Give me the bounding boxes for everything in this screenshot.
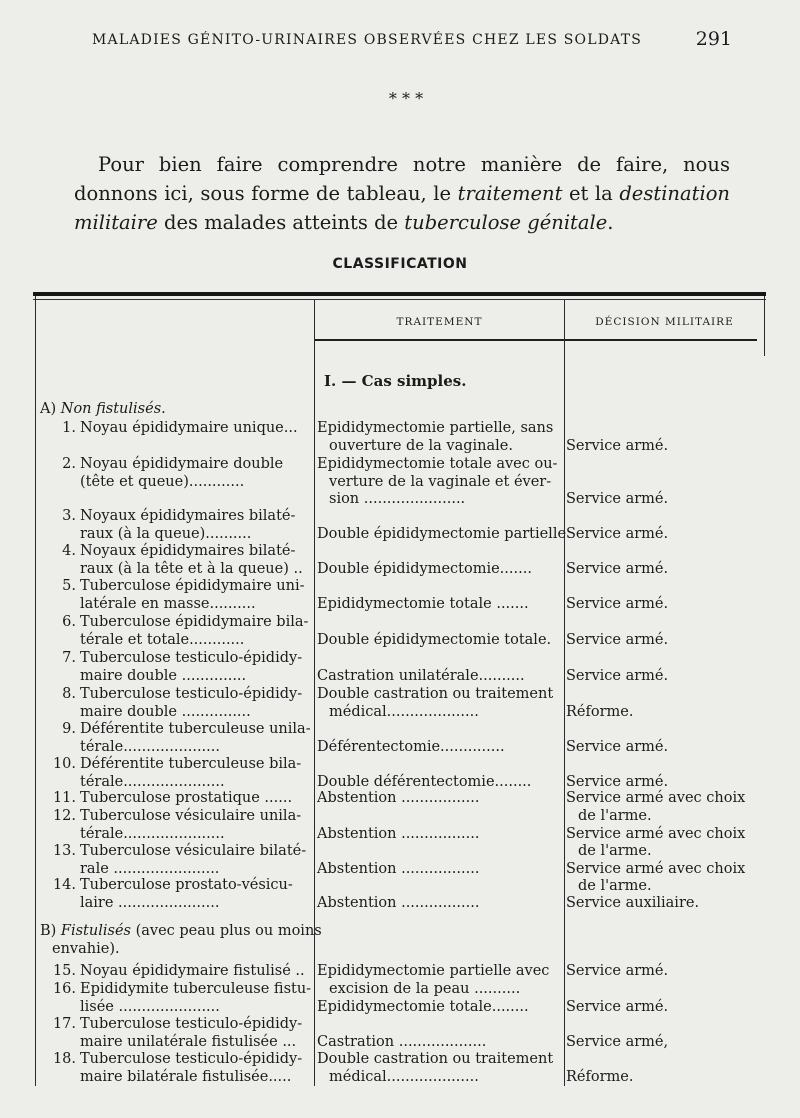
row-treatment-line: [317, 543, 563, 561]
row-decision-line: Service armé.: [566, 773, 669, 790]
condition-line: 6. Tuberculose épididymaire bila-: [42, 614, 310, 632]
row-treatment: [317, 543, 563, 578]
condition-line: rale .......................: [80, 860, 220, 877]
row-treatment-line: Abstention .................: [317, 790, 480, 806]
row-decision-line: de l'arme.: [578, 878, 652, 894]
row-decision: [566, 543, 762, 578]
row-number: 2.: [62, 456, 76, 472]
row-treatment-line: Double castration ou traitement: [317, 1051, 554, 1067]
row-decision-line: Service armé.: [566, 667, 669, 684]
condition-line: 5. Tuberculose épididymaire uni-: [42, 578, 310, 596]
row-treatment-line: [317, 877, 563, 895]
row-number: 17.: [52, 1016, 76, 1032]
condition-line: 18. Tuberculose testiculo-épididy-: [42, 1051, 310, 1069]
row-decision-line: Service armé.: [566, 963, 669, 979]
row-number: 4.: [62, 543, 76, 559]
condition-line: (tête et queue)............: [80, 473, 245, 490]
row-condition: [42, 614, 310, 649]
column-divider-1: [314, 300, 315, 1086]
row-decision-line: [566, 1016, 762, 1034]
row-decision: [566, 650, 762, 685]
row-condition: [42, 508, 310, 543]
row-decision-line: [566, 843, 762, 861]
row-decision-line: Service armé avec choix: [566, 790, 746, 806]
running-head-title: MALADIES GÉNITO-URINAIRES OBSERVÉES CHEZ LES SOLDATS: [92, 32, 643, 48]
row-number: 18.: [52, 1051, 76, 1067]
column-divider-2: [564, 300, 565, 1086]
condition-line: 9. Déférentite tuberculeuse unila-: [42, 721, 310, 739]
condition-line: laire ......................: [80, 894, 220, 911]
row-decision-line: Service armé.: [566, 595, 669, 612]
row-treatment: [317, 456, 563, 509]
row-decision-line: Service armé.: [566, 437, 669, 454]
table-top-rule-thin: [33, 299, 766, 300]
row-treatment: [317, 721, 563, 756]
row-condition: [42, 790, 310, 808]
row-treatment: [317, 1051, 563, 1086]
row-decision-line: [566, 1051, 762, 1069]
row-treatment-line: excision de la peau ..........: [329, 980, 521, 997]
condition-line: 3. Noyaux épididymaires bilaté-: [42, 508, 310, 526]
row-decision: [566, 1051, 762, 1086]
condition-line: térale......................: [80, 825, 225, 842]
row-decision: [566, 420, 762, 455]
condition-line: térale......................: [80, 773, 225, 790]
condition-line: 17. Tuberculose testiculo-épididy-: [42, 1016, 310, 1034]
row-treatment-line: Abstention .................: [317, 860, 480, 877]
row-condition: [42, 981, 310, 1016]
row-condition: [42, 721, 310, 756]
row-treatment-line: Double épididymectomie partielle: [317, 525, 567, 542]
row-decision-line: Service armé,: [566, 1033, 669, 1050]
row-treatment-line: [317, 578, 563, 596]
row-number: 13.: [52, 843, 76, 859]
row-treatment: [317, 1016, 563, 1051]
row-treatment-line: verture de la vaginale et éver-: [329, 473, 552, 490]
row-decision-line: [566, 981, 762, 999]
row-decision-line: [566, 614, 762, 632]
row-treatment: [317, 420, 563, 455]
row-decision: [566, 686, 762, 721]
section-heading-cas-simples: I. — Cas simples.: [324, 372, 467, 390]
row-decision-line: de l'arme.: [578, 843, 652, 859]
row-condition: [42, 578, 310, 613]
row-decision-line: Service armé avec choix: [566, 825, 746, 842]
table-left-border: [35, 296, 36, 1086]
row-decision-line: Service armé.: [566, 738, 669, 755]
row-number: 3.: [62, 508, 76, 524]
table-right-border: [764, 296, 765, 356]
row-decision: [566, 1016, 762, 1051]
condition-line: maire bilatérale fistulisée.....: [80, 1068, 292, 1085]
row-treatment-line: [317, 981, 563, 999]
row-decision-line: [566, 543, 762, 561]
row-number: 8.: [62, 686, 76, 702]
row-treatment: [317, 578, 563, 613]
row-treatment-line: Double épididymectomie totale.: [317, 631, 552, 648]
row-condition: [42, 963, 310, 981]
row-treatment-line: Abstention .................: [317, 894, 480, 911]
condition-line: 12. Tuberculose vésiculaire unila-: [42, 808, 310, 826]
condition-line: raux (à la tête et à la queue) ..: [80, 560, 303, 577]
row-condition: [42, 877, 310, 912]
row-treatment-line: Epididymectomie totale avec ou-: [317, 456, 558, 472]
condition-line: 15. Noyau épididymaire fistulisé ..: [42, 963, 310, 981]
condition-line: 11. Tuberculose prostatique ......: [42, 790, 310, 808]
row-decision-line: [566, 721, 762, 739]
classification-heading: CLASSIFICATION: [332, 256, 468, 272]
row-condition: [42, 1016, 310, 1051]
row-decision: [566, 508, 762, 543]
row-decision-line: [566, 420, 762, 438]
row-treatment-line: médical....................: [329, 703, 479, 720]
row-number: 15.: [52, 963, 76, 979]
row-decision-line: Service auxiliaire.: [566, 894, 700, 911]
section-asterism: * * *: [388, 89, 424, 108]
row-condition: [42, 650, 310, 685]
row-treatment-line: [317, 756, 563, 774]
row-condition: [42, 420, 310, 438]
condition-line: raux (à la queue)..........: [80, 525, 252, 542]
row-number: 16.: [52, 981, 76, 997]
row-treatment-line: Castration unilatérale..........: [317, 667, 525, 684]
condition-line: térale et totale............: [80, 631, 245, 648]
row-condition: [42, 456, 310, 491]
row-treatment-line: Epididymectomie totale .......: [317, 595, 529, 612]
row-condition: [42, 543, 310, 578]
condition-line: 7. Tuberculose testiculo-épididy-: [42, 650, 310, 668]
row-number: 5.: [62, 578, 76, 594]
row-treatment: [317, 614, 563, 649]
row-number: 14.: [52, 877, 76, 893]
row-number: 1.: [62, 420, 76, 436]
row-decision-line: [566, 474, 762, 492]
intro-paragraph: Pour bien faire comprendre notre manière de faire, nous donnons ici, sous forme de tableau, le traitement et la destination militaire des malades atteints de tuberculose génitale.: [74, 153, 730, 234]
group-a-heading: A) Non fistulisés.: [40, 401, 166, 417]
row-treatment-line: [317, 1016, 563, 1034]
row-decision-line: [566, 686, 762, 704]
row-treatment-line: Double déférentectomie........: [317, 773, 532, 790]
row-condition: [42, 756, 310, 791]
row-treatment-line: [317, 843, 563, 861]
condition-line: térale.....................: [80, 738, 220, 755]
row-decision: [566, 721, 762, 756]
row-treatment: [317, 808, 563, 843]
row-decision: [566, 981, 762, 1016]
row-decision-line: [566, 756, 762, 774]
row-treatment-line: Abstention .................: [317, 825, 480, 842]
running-head: [92, 28, 732, 50]
condition-line: 8. Tuberculose testiculo-épididy-: [42, 686, 310, 704]
row-decision-line: Service armé avec choix: [566, 860, 746, 877]
table-top-rule: [33, 292, 766, 296]
row-decision-line: [566, 578, 762, 596]
row-decision-line: Service armé.: [566, 631, 669, 648]
row-treatment: [317, 981, 563, 1016]
header-traitement: TRAITEMENT: [396, 316, 483, 328]
condition-line: 1. Noyau épididymaire unique...: [42, 420, 310, 438]
row-treatment: [317, 877, 563, 912]
row-decision-line: [566, 508, 762, 526]
row-number: 9.: [62, 721, 76, 737]
row-decision-line: [566, 650, 762, 668]
row-decision: [566, 963, 762, 981]
row-decision-line: Service armé.: [566, 560, 669, 577]
header-rule-traitement: [315, 339, 564, 341]
row-number: 7.: [62, 650, 76, 666]
row-number: 6.: [62, 614, 76, 630]
row-number: 11.: [52, 790, 76, 806]
row-decision-line: [566, 877, 762, 895]
row-treatment-line: Epididymectomie totale........: [317, 998, 529, 1015]
condition-line: 10. Déférentite tuberculeuse bila-: [42, 756, 310, 774]
row-treatment-line: Epididymectomie partielle, sans: [317, 420, 554, 436]
header-decision: DÉCISION MILITAIRE: [595, 316, 734, 328]
row-condition: [42, 808, 310, 843]
row-treatment: [317, 508, 567, 543]
row-decision-line: de l'arme.: [578, 807, 652, 824]
row-number: 12.: [52, 808, 76, 824]
row-treatment-line: Castration ...................: [317, 1033, 487, 1050]
row-condition: [42, 1051, 310, 1086]
condition-line: latérale en masse..........: [80, 595, 256, 612]
row-treatment-line: [317, 508, 563, 526]
condition-line: lisée ......................: [80, 998, 220, 1015]
row-condition: [42, 686, 310, 721]
row-treatment-line: Double castration ou traitement: [317, 686, 554, 702]
row-decision: [566, 456, 762, 509]
row-treatment-line: sion ......................: [329, 491, 466, 507]
row-treatment-line: Déférentectomie..............: [317, 738, 505, 755]
row-decision: [566, 877, 762, 912]
row-decision-line: Réforme.: [566, 1068, 634, 1085]
row-condition: [42, 843, 310, 878]
row-decision: [566, 578, 762, 613]
condition-line: 4. Noyaux épididymaires bilaté-: [42, 543, 310, 561]
row-treatment-line: [317, 721, 563, 739]
condition-line: 14. Tuberculose prostato-vésicu-: [42, 877, 310, 895]
header-rule-decision: [565, 339, 757, 341]
condition-line: 13. Tuberculose vésiculaire bilaté-: [42, 843, 310, 861]
row-decision: [566, 614, 762, 649]
row-decision-line: [566, 456, 762, 474]
condition-line: maire unilatérale fistulisée ...: [80, 1033, 297, 1050]
row-treatment-line: [317, 650, 563, 668]
row-decision-line: Service armé.: [566, 491, 669, 507]
page-number: 291: [695, 28, 732, 50]
condition-line: maire double ...............: [80, 703, 251, 720]
row-treatment-line: ouverture de la vaginale.: [329, 437, 513, 454]
row-decision-line: [566, 808, 762, 826]
row-treatment: [317, 650, 563, 685]
condition-line: maire double ..............: [80, 667, 247, 684]
row-treatment: [317, 756, 563, 791]
row-treatment-line: Double épididymectomie.......: [317, 560, 532, 577]
group-b-heading: B) Fistulisés (avec peau plus ou moins envahie).: [40, 923, 322, 957]
row-decision-line: Service armé.: [566, 525, 669, 542]
row-decision: [566, 756, 762, 791]
row-treatment: [317, 686, 563, 721]
row-decision-line: Service armé.: [566, 998, 669, 1015]
condition-line: 16. Epididymite tuberculeuse fistu-: [42, 981, 310, 999]
row-treatment: [317, 843, 563, 878]
condition-line: 2. Noyau épididymaire double: [42, 456, 310, 474]
row-treatment-line: Epididymectomie partielle avec: [317, 963, 550, 979]
row-treatment: [317, 790, 563, 808]
row-treatment-line: [317, 808, 563, 826]
row-number: 10.: [52, 756, 76, 772]
row-decision-line: Réforme.: [566, 703, 634, 720]
row-treatment-line: médical....................: [329, 1068, 479, 1085]
row-treatment-line: [317, 614, 563, 632]
